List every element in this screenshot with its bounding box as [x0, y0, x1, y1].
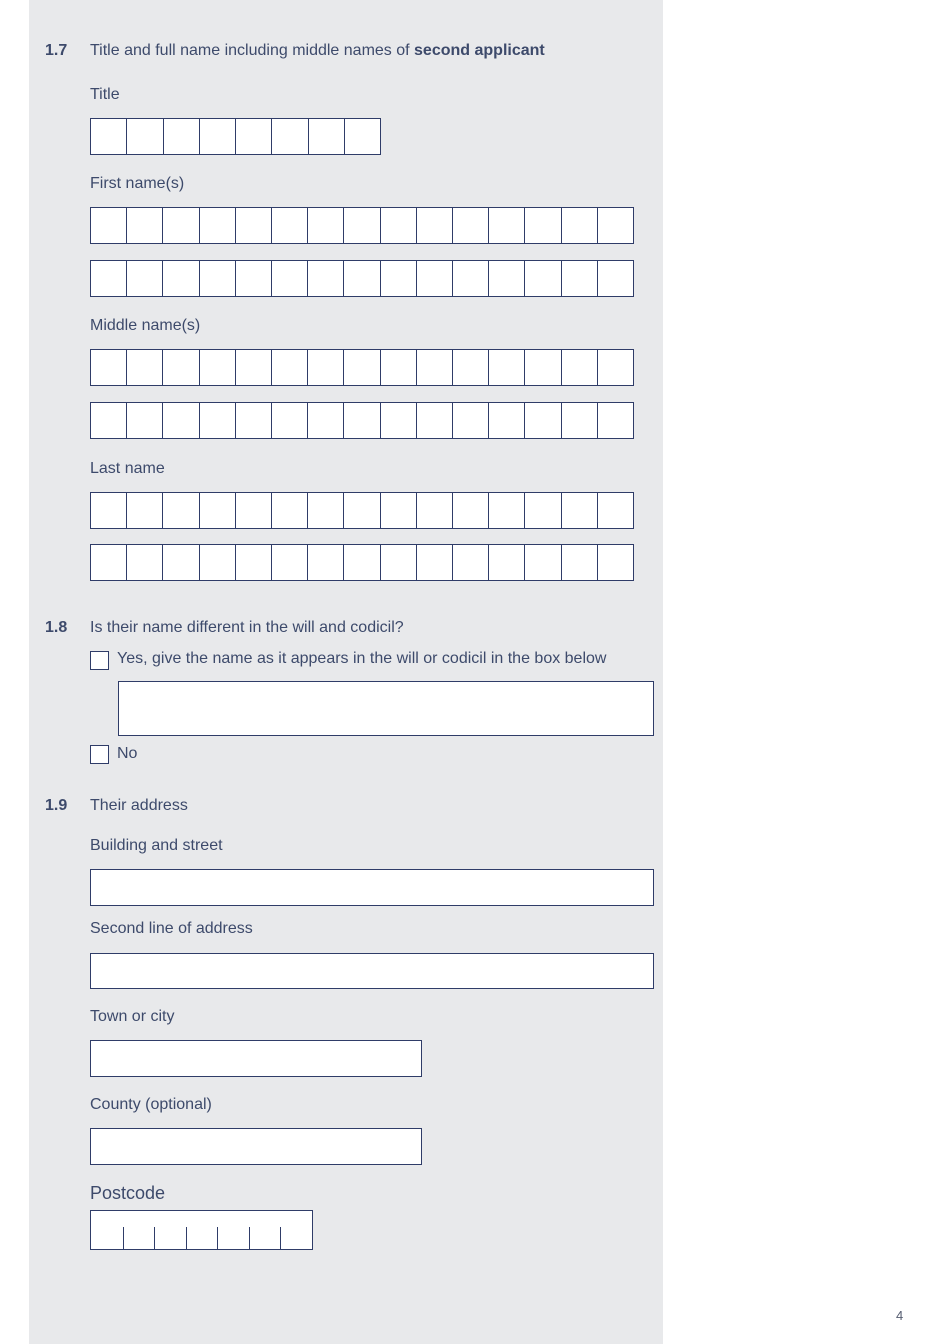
character-box[interactable]: [488, 350, 524, 385]
character-box[interactable]: [380, 493, 416, 528]
question-text-1-7: [90, 42, 545, 60]
character-box[interactable]: [271, 403, 307, 438]
character-box[interactable]: [524, 403, 560, 438]
postcode-character-box[interactable]: [91, 1211, 123, 1249]
character-box[interactable]: [307, 261, 343, 296]
character-box[interactable]: [416, 350, 452, 385]
character-box[interactable]: [271, 493, 307, 528]
character-box[interactable]: [199, 119, 235, 154]
character-box[interactable]: [162, 403, 198, 438]
middle-names-field-line-2[interactable]: [90, 402, 634, 439]
character-box[interactable]: [91, 493, 126, 528]
character-box[interactable]: [307, 545, 343, 580]
question-number-1-8: 1.8: [45, 619, 68, 636]
title-label: Title: [90, 86, 120, 103]
character-box[interactable]: [235, 493, 271, 528]
character-box[interactable]: [307, 208, 343, 243]
character-box[interactable]: [163, 119, 199, 154]
character-box[interactable]: [199, 493, 235, 528]
character-box[interactable]: [524, 208, 560, 243]
character-box[interactable]: [235, 261, 271, 296]
town-field[interactable]: [90, 1040, 422, 1077]
character-box[interactable]: [199, 261, 235, 296]
character-box[interactable]: [488, 208, 524, 243]
character-box[interactable]: [235, 208, 271, 243]
character-box[interactable]: [271, 208, 307, 243]
no-checkbox[interactable]: [90, 745, 109, 764]
character-box[interactable]: [597, 261, 633, 296]
character-box[interactable]: [416, 545, 452, 580]
character-box[interactable]: [162, 545, 198, 580]
first-names-label: First name(s): [90, 175, 185, 192]
character-box[interactable]: [235, 119, 271, 154]
character-box[interactable]: [91, 119, 126, 154]
question-number-1-7: 1.7: [45, 42, 68, 59]
question-text-1-8: Is their name different in the will and codicil?: [90, 619, 404, 636]
character-box[interactable]: [307, 403, 343, 438]
character-box[interactable]: [91, 350, 126, 385]
character-box[interactable]: [343, 208, 379, 243]
question-text-1-7-prefix: Title and full name including middle names of: [90, 42, 415, 59]
middle-names-field-line-1[interactable]: [90, 349, 634, 386]
character-box[interactable]: [91, 261, 126, 296]
character-box[interactable]: [343, 261, 379, 296]
postcode-character-box[interactable]: [249, 1211, 281, 1249]
character-box[interactable]: [162, 261, 198, 296]
first-names-field-line-2[interactable]: [90, 260, 634, 297]
character-box[interactable]: [126, 208, 162, 243]
character-box[interactable]: [597, 350, 633, 385]
character-box[interactable]: [380, 208, 416, 243]
county-label: County (optional): [90, 1096, 212, 1113]
character-box[interactable]: [561, 208, 597, 243]
postcode-character-box[interactable]: [217, 1211, 249, 1249]
character-box[interactable]: [91, 208, 126, 243]
character-box[interactable]: [452, 350, 488, 385]
character-box[interactable]: [199, 403, 235, 438]
character-box[interactable]: [343, 350, 379, 385]
character-box[interactable]: [488, 545, 524, 580]
character-box[interactable]: [597, 545, 633, 580]
last-name-field-line-2[interactable]: [90, 544, 634, 581]
character-box[interactable]: [452, 545, 488, 580]
character-box[interactable]: [488, 493, 524, 528]
character-box[interactable]: [271, 261, 307, 296]
character-box[interactable]: [126, 545, 162, 580]
character-box[interactable]: [162, 208, 198, 243]
character-box[interactable]: [199, 350, 235, 385]
character-box[interactable]: [452, 261, 488, 296]
character-box[interactable]: [308, 119, 344, 154]
character-box[interactable]: [162, 350, 198, 385]
character-box[interactable]: [488, 403, 524, 438]
county-field[interactable]: [90, 1128, 422, 1165]
character-box[interactable]: [524, 350, 560, 385]
postcode-label: Postcode: [90, 1183, 166, 1203]
postcode-character-box[interactable]: [154, 1211, 186, 1249]
character-box[interactable]: [416, 493, 452, 528]
question-number-1-9: 1.9: [45, 797, 68, 814]
last-name-label: Last name: [90, 460, 165, 477]
character-box[interactable]: [561, 493, 597, 528]
question-text-1-7-bold: second applicant: [414, 42, 545, 59]
character-box[interactable]: [597, 493, 633, 528]
character-box[interactable]: [524, 261, 560, 296]
character-box[interactable]: [343, 403, 379, 438]
character-box[interactable]: [380, 350, 416, 385]
character-box[interactable]: [199, 208, 235, 243]
character-box[interactable]: [126, 403, 162, 438]
character-box[interactable]: [452, 403, 488, 438]
character-box[interactable]: [344, 119, 380, 154]
character-box[interactable]: [488, 261, 524, 296]
character-box[interactable]: [561, 403, 597, 438]
postcode-field[interactable]: [90, 1210, 313, 1250]
character-box[interactable]: [126, 350, 162, 385]
character-box[interactable]: [126, 119, 162, 154]
character-box[interactable]: [235, 350, 271, 385]
character-box[interactable]: [235, 403, 271, 438]
character-box[interactable]: [452, 493, 488, 528]
character-box[interactable]: [524, 545, 560, 580]
character-box[interactable]: [271, 119, 307, 154]
character-box[interactable]: [343, 493, 379, 528]
name-in-will-field[interactable]: [118, 681, 654, 736]
last-name-field-line-1[interactable]: [90, 492, 634, 529]
second-line-label: Second line of address: [90, 920, 253, 937]
title-field[interactable]: [90, 118, 381, 155]
character-box[interactable]: [416, 261, 452, 296]
character-box[interactable]: [380, 261, 416, 296]
character-box[interactable]: [307, 350, 343, 385]
character-box[interactable]: [416, 403, 452, 438]
character-box[interactable]: [561, 261, 597, 296]
character-box[interactable]: [91, 545, 126, 580]
character-box[interactable]: [126, 261, 162, 296]
character-box[interactable]: [380, 545, 416, 580]
character-box[interactable]: [416, 208, 452, 243]
character-box[interactable]: [561, 545, 597, 580]
character-box[interactable]: [162, 493, 198, 528]
character-box[interactable]: [597, 208, 633, 243]
building-street-label: Building and street: [90, 837, 223, 854]
character-box[interactable]: [126, 493, 162, 528]
character-box[interactable]: [524, 493, 560, 528]
page-number: 4: [896, 1308, 904, 1323]
postcode-character-box[interactable]: [280, 1211, 312, 1249]
character-box[interactable]: [561, 350, 597, 385]
character-box[interactable]: [199, 545, 235, 580]
question-text-1-9: Their address: [90, 797, 188, 814]
town-label: Town or city: [90, 1008, 175, 1025]
middle-names-label: Middle name(s): [90, 317, 201, 334]
yes-checkbox[interactable]: [90, 651, 109, 670]
second-line-field[interactable]: [90, 953, 654, 989]
character-box[interactable]: [235, 545, 271, 580]
building-street-field[interactable]: [90, 869, 654, 906]
yes-label: Yes, give the name as it appears in the will or codicil in the box below: [117, 650, 607, 667]
character-box[interactable]: [380, 403, 416, 438]
first-names-field-line-1[interactable]: [90, 207, 634, 244]
character-box[interactable]: [307, 493, 343, 528]
no-label: No: [117, 745, 138, 762]
character-box[interactable]: [452, 208, 488, 243]
character-box[interactable]: [91, 403, 126, 438]
character-box[interactable]: [271, 545, 307, 580]
character-box[interactable]: [597, 403, 633, 438]
postcode-character-box[interactable]: [123, 1211, 155, 1249]
postcode-character-box[interactable]: [186, 1211, 218, 1249]
character-box[interactable]: [271, 350, 307, 385]
character-box[interactable]: [343, 545, 379, 580]
